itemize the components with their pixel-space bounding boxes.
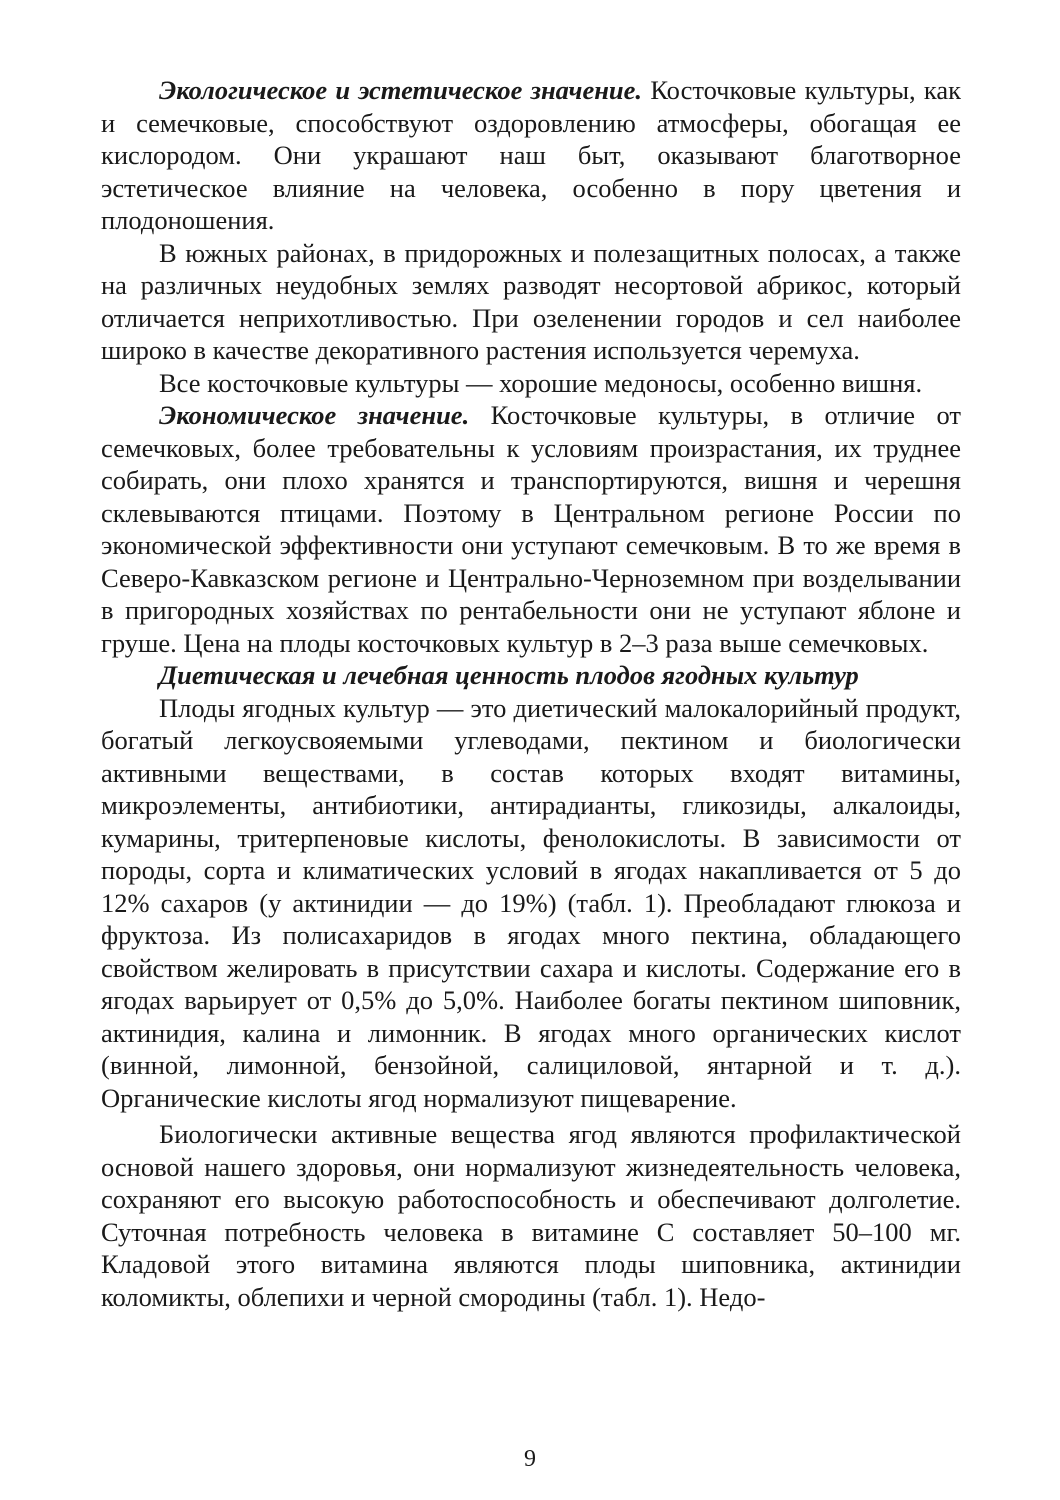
text-ecological: Косточковые культуры, как и семечковые, способствуют оздоровлению атмосферы, обогащая ее кислородом. Они украшают наш быт, оказывают благотворное эстетическое влияние на человека, особенно в пору цветения и плодоношения. bbox=[101, 75, 961, 235]
paragraph-bioactive: Биологически активные вещества ягод являются профилактической основой нашего здоровья, они нормализуют жизнедеятельность человека, сохраняют его высокую работоспособность и обеспечивают долголетие. Суточная потребность человека в витамине С составляет 50–100 мг. Кладовой этого витамина являются плоды шиповника, актинидии коломикты, облепихи и черной смородины (табл. 1). Недо- bbox=[101, 1119, 961, 1312]
paragraph-honey-plants: Все косточковые культуры — хорошие медоносы, особенно вишня. bbox=[159, 367, 923, 398]
paragraph-economic bbox=[101, 399, 961, 659]
section-heading: Диетическая и лечебная ценность плодов ягодных культур bbox=[159, 660, 859, 690]
page-number: 9 bbox=[524, 1446, 536, 1472]
lead-economic: Экономическое значение. bbox=[159, 400, 470, 430]
paragraph-berry-value: Плоды ягодных культур — это диетический малокалорийный продукт, богатый легкоусвояемыми углеводами, пектином и биологически активными веществами, в состав которых входят витамины, микроэлементы, антибиотики, антирадианты, гликозиды, алкалоиды, кумарины, тритерпеновые кислоты, фенолокислоты. В зависимости от породы, сорта и климатических условий в ягодах накапливается от 5 до 12% сахаров (у актинидии — до 19%) (табл. 1). Преобладают глюкоза и фруктоза. Из полисахаридов в ягодах много пектина, обладающего свойством желировать в присутствии сахара и кислоты. Содержание его в ягодах варьирует от 0,5% до 5,0%. Наиболее богаты пектином шиповник, актинидия, калина и лимонник. В ягодах много органических кислот (винной, лимонной, бензойной, салициловой, янтарной и т. д.). Органические кислоты ягод нормализуют пищеварение. bbox=[101, 692, 961, 1113]
text-economic: Косточковые культуры, в отличие от семечковых, более требовательны к условиям произрастания, их труднее собирать, они плохо хранятся и транспортируются, вишня и черешня склевываются птицами. Поэтому в Центральном регионе России по экономической эффективности они уступают семечковым. В то же время в Северо-Кавказском регионе и Центрально-Черноземном при возделывании в пригородных хозяйствах по рентабельности они не уступают яблоне и груше. Цена на плоды косточковых культур в 2–3 раза выше семечковых. bbox=[101, 400, 961, 658]
paragraph-southern-regions: В южных районах, в придорожных и полезащитных полосах, а также на различных неудобных землях разводят несортовой абрикос, который отличается неприхотливостью. При озеленении городов и сел наиболее широко в качестве декоративного растения используется черемуха. bbox=[101, 237, 961, 365]
lead-ecological: Экологическое и эстетическое значение. bbox=[159, 75, 643, 105]
paragraph-ecological bbox=[101, 74, 961, 237]
body-text bbox=[101, 74, 961, 1313]
